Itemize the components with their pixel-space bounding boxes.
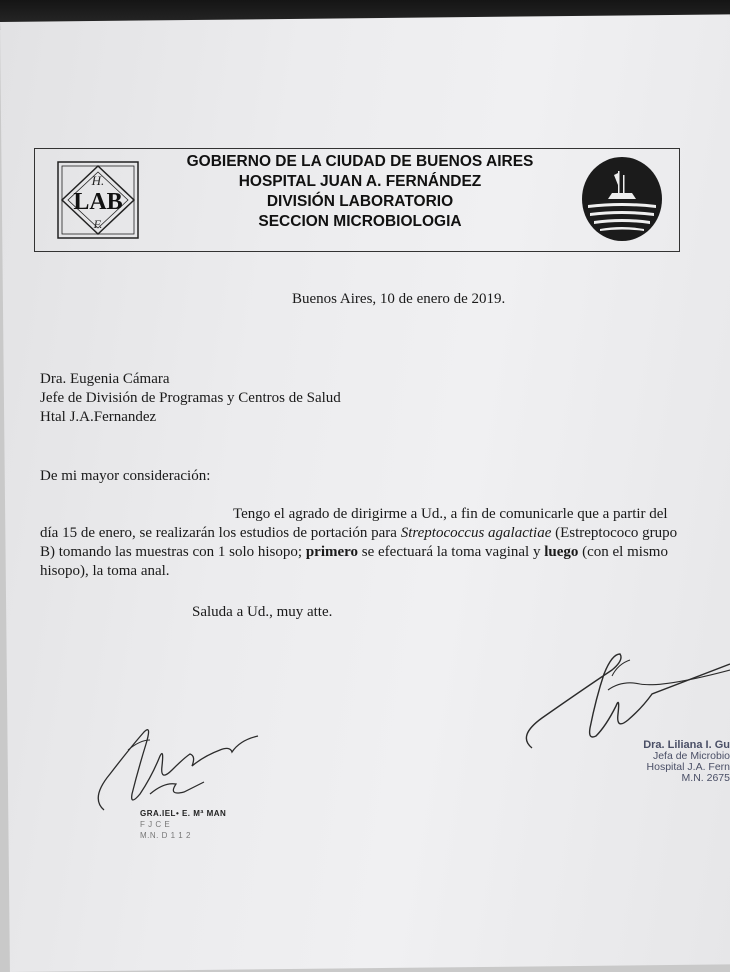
body-species-name: Streptococcus agalactiae [400, 525, 552, 541]
stamp-right-hospital: Hospital J.A. Fern [646, 761, 730, 773]
city-emblem-icon [580, 155, 664, 243]
letterhead-line-division: DIVISIÓN LABORATORIO [266, 193, 454, 210]
stamp-left-line3: M.N. D 1 1 2 [140, 831, 191, 840]
recipient-title: Jefe de División de Programas y Centros de Salud [40, 390, 341, 406]
stamp-left [140, 808, 270, 841]
lab-logo-top-letter: H. [91, 173, 105, 188]
recipient-name: Dra. Eugenia Cámara [40, 371, 170, 387]
greeting: De mi mayor consideración: [40, 468, 211, 484]
body-text-part1: Tengo el agrado de dirigirme a Ud., a fin de comunicarle que a partir del día 15 de enero, se realizarán los estudios de portación para [40, 506, 668, 541]
letter-date: Buenos Aires, 10 de enero de 2019. [292, 291, 506, 307]
body-text-part2: (Estreptococo grupo B) tomando las muestras con 1 solo hisopo; [40, 525, 678, 560]
stamp-left-line1: GRA.IEL• E. Mª MAN [140, 809, 227, 818]
lab-logo [50, 158, 146, 242]
body-emphasis-then: luego [544, 544, 579, 560]
stamp-right-name: Dra. Liliana I. Gu [643, 739, 730, 751]
stamp-right [626, 740, 730, 784]
salutation: Saluda a Ud., muy atte. [192, 604, 333, 620]
stamp-right-role: Jefa de Microbio [652, 750, 730, 762]
body-text-part4: (con el mismo hisopo), la toma anal. [40, 544, 668, 579]
stamp-left-line2: F J C E [140, 820, 171, 829]
letterhead-line-government: GOBIERNO DE LA CIUDAD DE BUENOS AIRES [186, 153, 534, 170]
recipient-institution: Htal J.A.Fernandez [40, 409, 157, 425]
stamp-right-registration: M.N. 2675 [681, 772, 730, 784]
letterhead-text [150, 152, 570, 232]
body-text-part3: se efectuará la toma vaginal y [358, 544, 545, 560]
signature-left [80, 710, 270, 820]
letter-body-paragraph [40, 505, 680, 581]
letterhead-line-section: SECCION MICROBIOLOGIA [258, 213, 462, 230]
recipient-block [40, 370, 341, 427]
lab-logo-bottom-letter: F. [93, 217, 103, 231]
body-emphasis-first: primero [305, 544, 359, 560]
lab-logo-middle-text: LAB [73, 189, 123, 215]
letterhead-line-hospital: HOSPITAL JUAN A. FERNÁNDEZ [238, 173, 482, 190]
